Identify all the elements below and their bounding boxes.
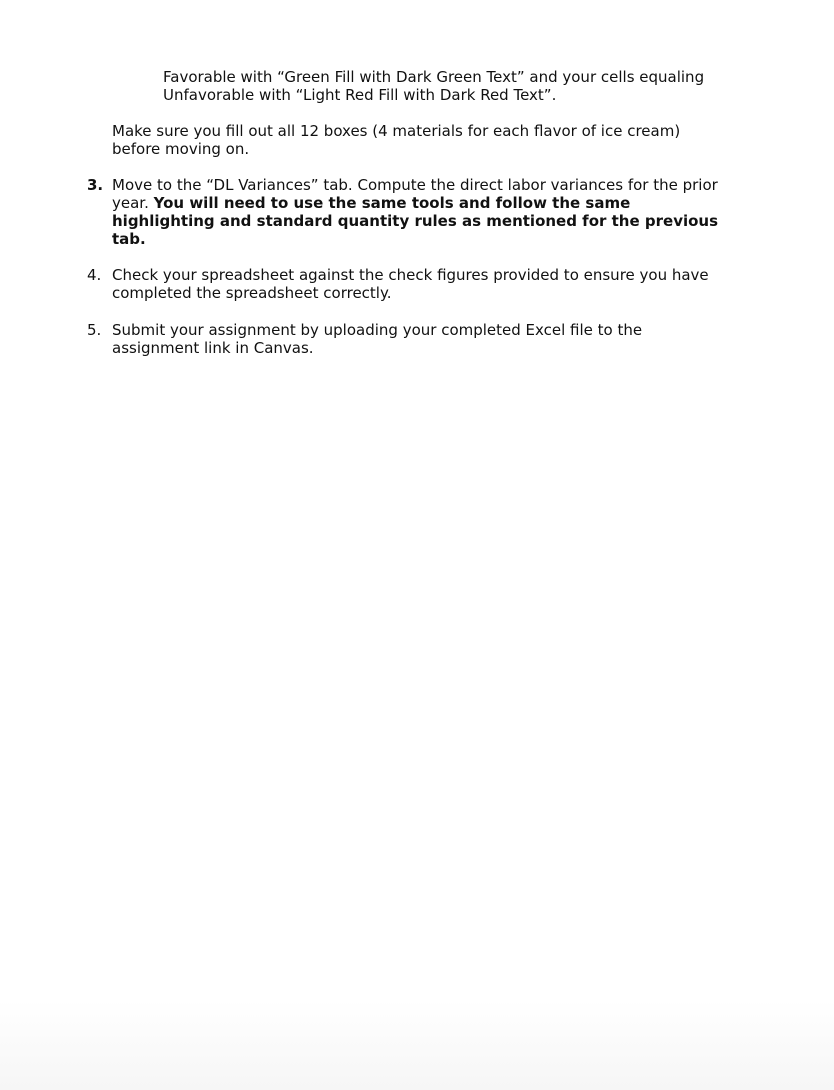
step-4-line-1: Check your spreadsheet against the check figures provided to ensure you have	[112, 266, 709, 284]
step-3-line-4-bold: tab.	[112, 230, 146, 248]
make-sure-line-2: before moving on.	[112, 140, 250, 158]
step-4-text	[112, 266, 752, 302]
continued-paragraph-line-1: Favorable with “Green Fill with Dark Green Text” and your cells equaling	[163, 68, 705, 86]
step-4-number: 4.	[87, 266, 102, 284]
step-5-line-1: Submit your assignment by uploading your completed Excel file to the	[112, 321, 643, 339]
make-sure-line-1: Make sure you fill out all 12 boxes (4 materials for each flavor of ice cream)	[112, 122, 681, 140]
step-3-line-2-plain: year.	[112, 194, 154, 212]
step-4-line-2: completed the spreadsheet correctly.	[112, 284, 392, 302]
step-3-text	[112, 176, 752, 248]
continued-paragraph	[163, 68, 803, 104]
page-bottom-shade	[0, 1000, 834, 1090]
step-3-line-2-bold: You will need to use the same tools and follow the same	[153, 194, 631, 212]
make-sure-paragraph	[112, 122, 762, 158]
step-3-number: 3.	[87, 176, 104, 194]
step-5-line-2: assignment link in Canvas.	[112, 339, 314, 357]
continued-paragraph-line-2: Unfavorable with “Light Red Fill with Dark Red Text”.	[163, 86, 557, 104]
step-3-line-1: Move to the “DL Variances” tab. Compute the direct labor variances for the prior	[112, 176, 718, 194]
step-5-text	[112, 321, 752, 357]
step-3-line-3-bold: highlighting and standard quantity rules as mentioned for the previous	[112, 212, 719, 230]
step-5-number: 5.	[87, 321, 102, 339]
